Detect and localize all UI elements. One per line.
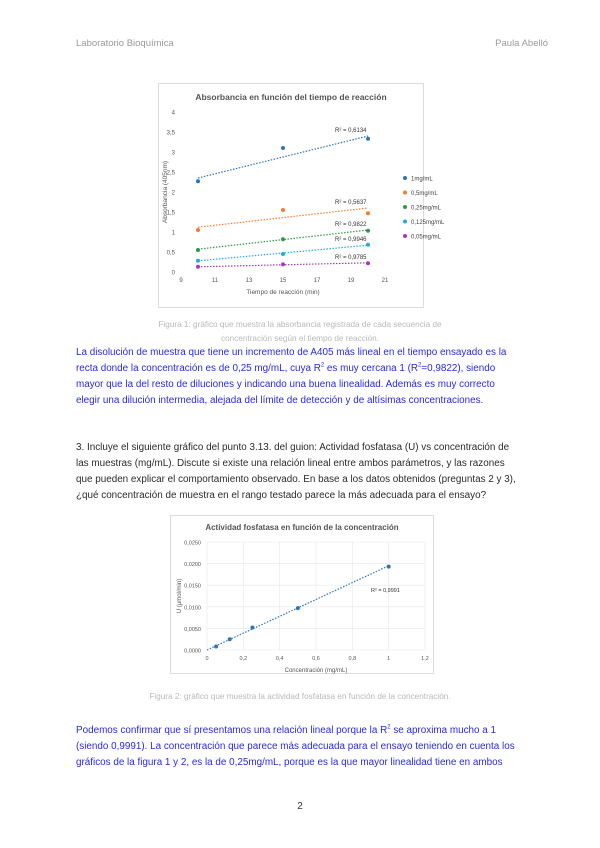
y-tick-label: 3	[171, 150, 175, 157]
legend-entry: 1mg/mL	[411, 176, 433, 183]
legend-marker	[403, 191, 407, 195]
chart-title: Absorbancia en función del tiempo de reacción	[195, 92, 387, 102]
r-squared-label: R² = 0,9946	[335, 237, 367, 244]
x-tick-label: 1	[387, 656, 391, 662]
data-point	[196, 179, 200, 183]
data-point	[366, 229, 370, 233]
x-tick-label: 17	[313, 278, 321, 284]
x-tick-label: 13	[245, 278, 253, 284]
x-tick-label: 0,8	[348, 656, 357, 662]
legend-entry: 0,05mg/mL	[411, 234, 442, 241]
answer3-line2: (siendo 0,9991). La concentración que parece más adecuada para el ensayo teniendo en cuenta los	[76, 741, 515, 752]
y-tick-label: 0,0250	[184, 540, 201, 547]
y-tick-label: 0,0000	[184, 648, 201, 655]
legend-marker	[403, 220, 407, 224]
data-point	[281, 252, 285, 256]
figure-1-caption	[100, 318, 500, 346]
answer3-line1: Podemos confirmar que sí presentamos una relación lineal porque la $R^2$ se aproxima mucho a 1	[76, 724, 496, 736]
legend-marker	[403, 234, 407, 238]
figure-2-caption: Figura 2: gráfico que muestra la actividad fosfatasa en función de la concentración.	[149, 692, 451, 701]
data-point	[196, 265, 200, 269]
y-tick-label: 0,0050	[184, 626, 201, 633]
data-point	[281, 237, 285, 241]
data-point	[281, 146, 285, 150]
chart-title: Actividad fosfatasa en función de la concentración	[205, 523, 399, 532]
x-tick-label: 0	[205, 656, 209, 662]
legend-marker	[403, 176, 407, 180]
x-axis-label: Concentración (mg/mL)	[284, 668, 348, 674]
y-tick-label: 0	[171, 270, 175, 277]
answer-paragraph-1	[76, 345, 525, 409]
legend-marker	[403, 205, 407, 209]
y-tick-label: 2,5	[166, 170, 175, 177]
y-tick-label: 0,5	[166, 250, 175, 257]
y-tick-label: 0,0150	[184, 583, 201, 590]
data-point	[281, 262, 285, 266]
data-point	[228, 637, 232, 641]
y-tick-label: 2	[171, 190, 175, 197]
x-tick-label: 1,2	[421, 656, 429, 662]
legend-entry: 0,5mg/mL	[411, 191, 438, 197]
data-point	[387, 565, 391, 569]
question3-line3: que pueden explicar el comportamiento observado. En base a los datos obtenidos (preguntas 2 y 3),	[76, 474, 516, 485]
r-squared-label: R² = 0,9785	[335, 254, 367, 261]
answer3-line3: gráficos de la figura 1 y 2, es la de 0,25mg/mL, porque es la que mayor linealidad tiene en ambos	[76, 757, 503, 768]
figure-1-chart	[158, 83, 445, 308]
figure-1-caption-line1: Figura 1: gráfico que muestra la absorbancia registrada de cada secuencia de	[158, 320, 442, 329]
r-squared-label: R² = 0,6134	[335, 128, 367, 134]
answer1-line4: elegir una dilución intermedia, alejada del límite de detección y de altísimas concentraciones.	[76, 395, 484, 406]
x-tick-label: 21	[381, 278, 389, 284]
x-tick-label: 11	[211, 278, 219, 284]
r-squared-label: R² = 0,5637	[335, 200, 367, 206]
data-point	[250, 626, 254, 630]
absorbance-chart	[159, 84, 445, 307]
y-tick-label: 3,5	[166, 130, 175, 137]
y-axis-label: Absorbancia (405nm)	[162, 160, 169, 224]
header-lab-name: Laboratorio Bioquímica	[76, 38, 174, 49]
y-tick-label: 0,0100	[184, 605, 201, 612]
x-tick-label: 0,2	[239, 656, 248, 662]
question-3-paragraph	[76, 440, 525, 504]
data-point	[296, 606, 300, 610]
phosphatase-activity-chart	[171, 516, 433, 673]
answer-paragraph-3	[76, 723, 525, 771]
x-tick-label: 19	[347, 278, 355, 284]
x-tick-label: 0,4	[275, 656, 284, 662]
data-point	[366, 211, 370, 215]
data-point	[366, 243, 370, 247]
data-point	[214, 645, 218, 649]
trendline	[198, 136, 368, 178]
y-tick-label: 0,0200	[184, 562, 201, 569]
x-axis-label: Tiempo de reacción (min)	[246, 289, 320, 296]
question3-line2: las muestras (mg/mL). Discute si existe una relación lineal entre ambos parámetros, y las razones	[76, 458, 505, 469]
x-tick-label: 15	[279, 278, 287, 284]
data-point	[196, 228, 200, 232]
y-tick-label: 1	[171, 230, 175, 237]
header-author: Paula Abelló	[495, 38, 548, 49]
data-point	[196, 248, 200, 252]
x-tick-label: 9	[179, 278, 183, 284]
figure-2-chart	[170, 515, 434, 674]
question3-line1: 3. Incluye el siguiente gráfico del punto 3.13. del guion: Actividad fosfatasa (U) vs concentración de	[76, 442, 510, 453]
page-number: 2	[297, 801, 303, 812]
data-point	[281, 208, 285, 212]
answer1-line3: mayor que la del resto de diluciones y indicando una buena linealidad. Además es muy correcto	[76, 379, 495, 390]
data-point	[366, 261, 370, 265]
legend-entry: 0,125mg/mL	[411, 220, 445, 226]
question3-line4: ¿qué concentración de muestra en el rango testado parece la más adecuada para el ensayo?	[76, 490, 487, 501]
r-squared-label: R² = 0,9991	[371, 588, 400, 594]
y-tick-label: 4	[171, 110, 175, 117]
figure-1-caption-line2: concentración según el tiempo de reacción.	[221, 334, 379, 343]
legend-entry: 0,25mg/mL	[411, 205, 442, 212]
r-squared-label: R² = 0,9822	[335, 222, 367, 228]
answer1-line1: La disolución de muestra que tiene un incremento de A405 más lineal en el tiempo ensayado es la	[76, 347, 507, 358]
data-point	[196, 259, 200, 263]
y-axis-label: U (μmol/min)	[177, 578, 183, 614]
y-tick-label: 1,5	[166, 210, 175, 217]
x-tick-label: 0,6	[312, 656, 320, 662]
answer1-line2: recta donde la concentración es de 0,25 mg/mL, cuya $R^2$ es muy cercana 1 $(R^2=0,9822)$, siendo	[76, 362, 496, 374]
data-point	[366, 137, 370, 141]
